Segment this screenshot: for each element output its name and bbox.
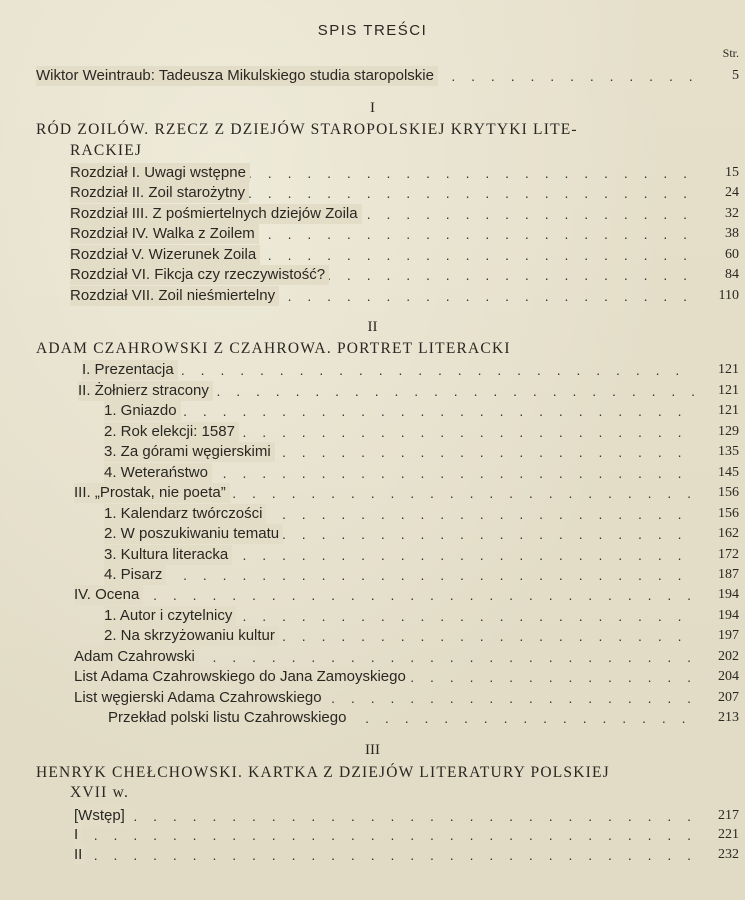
dot-leader: [104, 565, 696, 585]
toc-page: 24: [725, 185, 739, 200]
toc-entry: Rozdział IV. Walka z Zoilem: [70, 224, 259, 244]
toc-page: 15: [725, 165, 739, 180]
toc-page: 156: [718, 506, 739, 521]
page-title: SPIS TREŚCI: [317, 22, 428, 39]
toc-page: 135: [718, 444, 739, 459]
toc-page: 221: [718, 827, 739, 842]
toc-page: 38: [725, 226, 739, 241]
toc-page: 129: [718, 424, 739, 439]
toc-page: 232: [718, 847, 739, 862]
toc-entry: Rozdział V. Wizerunek Zoila: [70, 245, 260, 265]
toc-page: 217: [718, 808, 739, 823]
toc-page: 187: [718, 567, 739, 582]
toc-page: 156: [718, 485, 739, 500]
page-column-label: Str.: [722, 46, 739, 60]
dot-leader: [74, 825, 696, 845]
toc-page: 32: [725, 206, 739, 221]
toc-page: 60: [725, 247, 739, 262]
toc-page-intro: 5: [732, 68, 739, 83]
section-heading-cont: RACKIEJ: [70, 142, 143, 159]
toc-page: 121: [718, 383, 739, 398]
toc-entry: Rozdział I. Uwagi wstępne: [70, 163, 250, 183]
toc-entry: 2. W poszukiwaniu tematu: [104, 524, 283, 544]
toc-entry: [Wstęp]: [74, 806, 129, 826]
toc-page: 204: [718, 669, 739, 684]
section-numeral: I: [370, 100, 375, 116]
toc-page: 197: [718, 628, 739, 643]
toc-entry: Rozdział VI. Fikcja czy rzeczywistość?: [70, 265, 329, 285]
toc-page: 207: [718, 690, 739, 705]
dot-leader: [104, 401, 696, 421]
toc-entry-intro: Wiktor Weintraub: Tadeusza Mikulskiego studia staropolskie: [36, 66, 438, 86]
toc-entry: List węgierski Adama Czahrowskiego: [74, 688, 326, 708]
toc-page: 194: [718, 587, 739, 602]
toc-entry: 1. Gniazdo: [104, 401, 181, 421]
toc-page: 121: [718, 403, 739, 418]
toc-entry: II. Żołnierz stracony: [78, 381, 213, 401]
toc-page: 162: [718, 526, 739, 541]
toc-entry: Rozdział VII. Zoil nieśmiertelny: [70, 286, 279, 306]
dot-leader: [74, 585, 696, 605]
toc-entry: 1. Kalendarz twórczości: [104, 504, 266, 524]
toc-entry: 1. Autor i czytelnicy: [104, 606, 236, 626]
toc-entry: Adam Czahrowski: [74, 647, 199, 667]
toc-entry: 3. Za górami węgierskimi: [104, 442, 275, 462]
toc-entry: 4. Pisarz: [104, 565, 166, 585]
section-numeral: II: [367, 319, 378, 335]
toc-page: 121: [718, 362, 739, 377]
toc-entry: I: [74, 825, 82, 845]
toc-entry: Rozdział III. Z pośmiertelnych dziejów Zoila: [70, 204, 362, 224]
toc-entry: 2. Rok elekcji: 1587: [104, 422, 239, 442]
section-numeral: III: [365, 742, 380, 758]
toc-page: 202: [718, 649, 739, 664]
toc-entry: Przekład polski listu Czahrowskiego: [108, 708, 350, 728]
toc-entry: III. „Prostak, nie poeta”: [74, 483, 230, 503]
toc-entry: I. Prezentacja: [82, 360, 178, 380]
toc-page: 145: [718, 465, 739, 480]
toc-entry: II: [74, 845, 86, 865]
toc-entry: IV. Ocena: [74, 585, 143, 605]
toc-page: 213: [718, 710, 739, 725]
toc-entry: 4. Weteraństwo: [104, 463, 212, 483]
toc-entry: 3. Kultura literacka: [104, 545, 232, 565]
dot-leader: [74, 806, 696, 826]
section-heading-cont: XVII w.: [70, 784, 130, 801]
dot-leader: [74, 845, 696, 865]
toc-page: 172: [718, 547, 739, 562]
toc-entry: Rozdział II. Zoil starożytny: [70, 183, 249, 203]
toc-page: 110: [718, 288, 739, 303]
toc-entry: 2. Na skrzyżowaniu kultur: [104, 626, 279, 646]
section-heading: ADAM CZAHROWSKI Z CZAHROWA. PORTRET LITERACKI: [36, 340, 511, 357]
section-heading: HENRYK CHEŁCHOWSKI. KARTKA Z DZIEJÓW LITERATURY POLSKIEJ: [36, 764, 610, 781]
toc-entry: List Adama Czahrowskiego do Jana Zamoyskiego: [74, 667, 410, 687]
section-heading: RÓD ZOILÓW. RZECZ Z DZIEJÓW STAROPOLSKIEJ KRYTYKI LITE-: [36, 121, 578, 138]
toc-page: 194: [718, 608, 739, 623]
toc-page: 84: [725, 267, 739, 282]
